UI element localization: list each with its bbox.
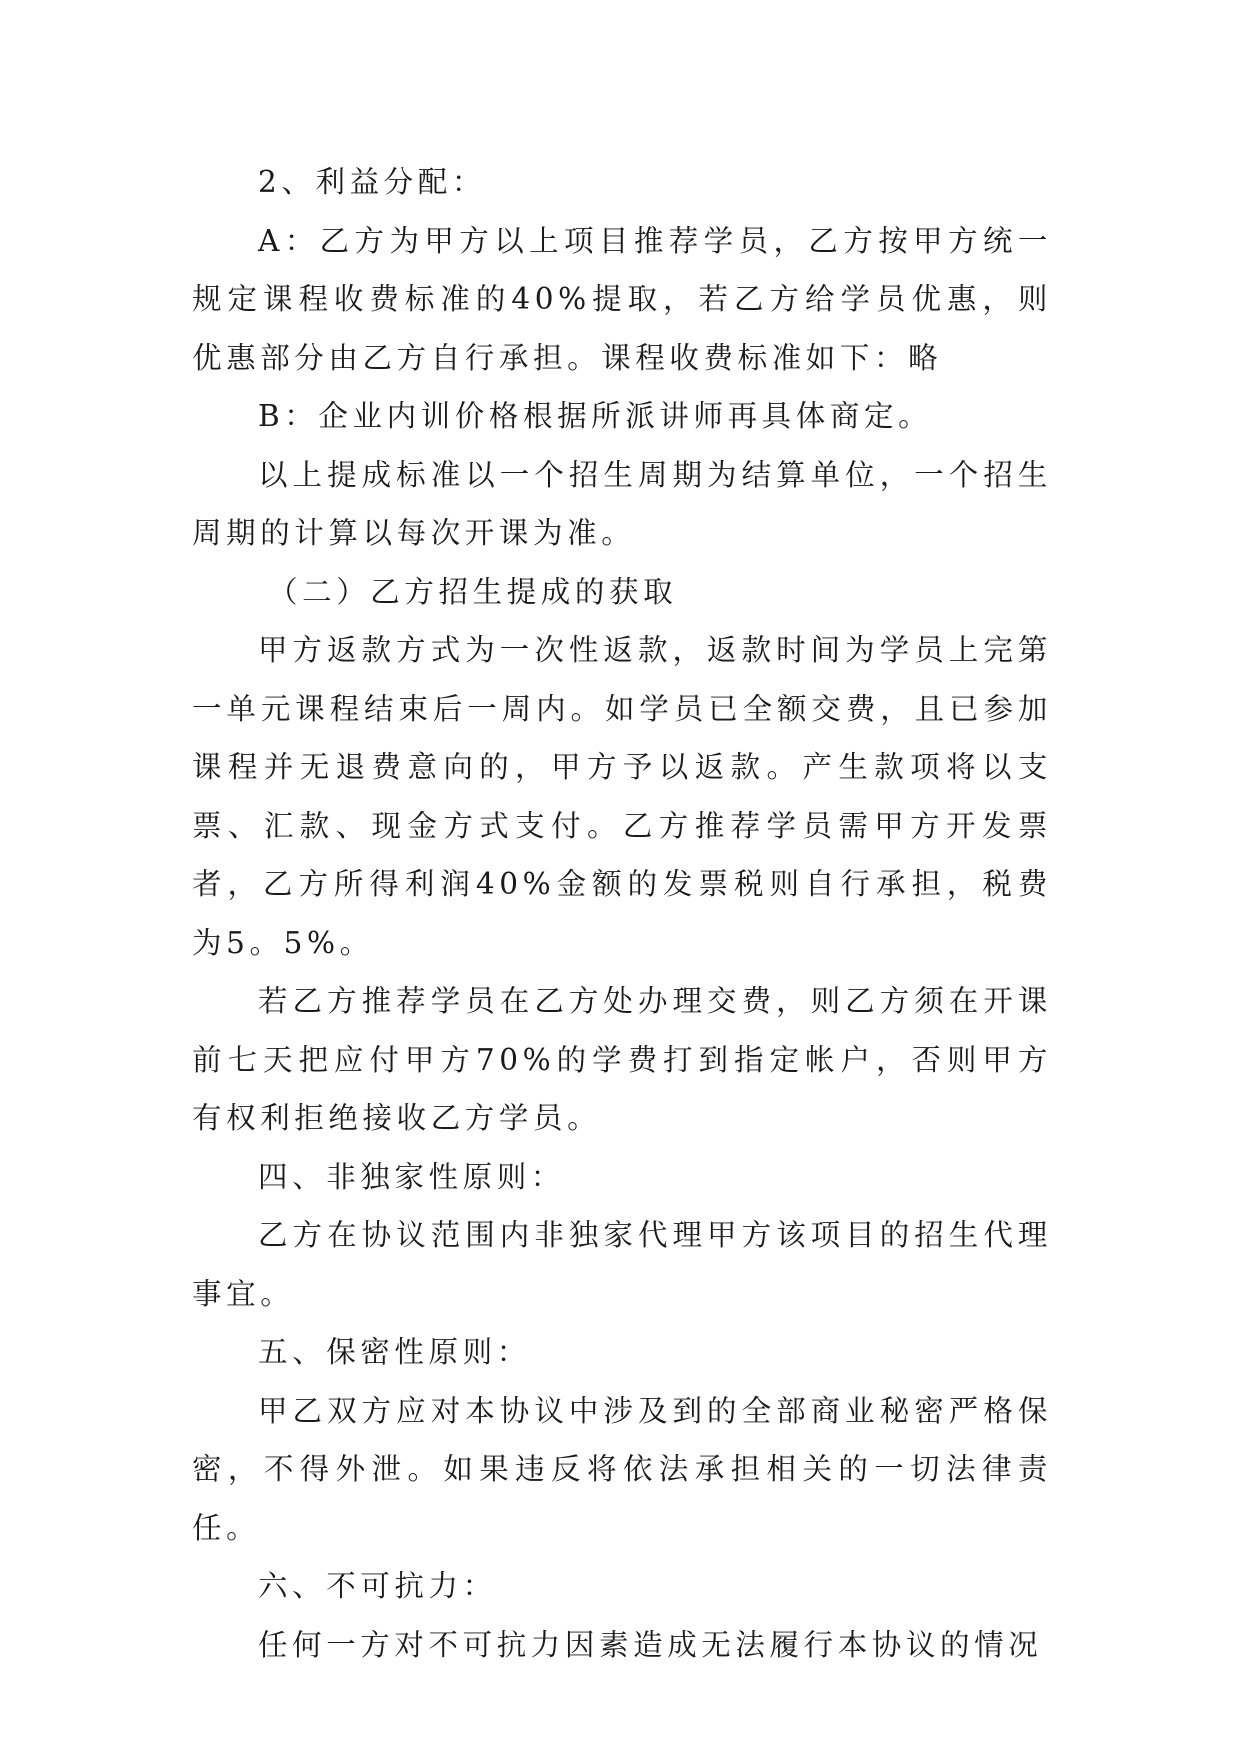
document-body — [192, 153, 1052, 1674]
paragraph-commission-heading: （二）乙方招生提成的获取 — [268, 574, 678, 609]
paragraph-force-majeure-heading: 六、不可抗力： — [258, 1569, 497, 1603]
paragraph-clause-b: B：企业内训价格根据所派讲师再具体商定。 — [258, 399, 933, 433]
paragraph-non-exclusive-heading: 四、非独家性原则： — [258, 1159, 565, 1194]
paragraph-fee-payment: 若乙方推荐学员在乙方处办理交费，则乙方须在开课前七天把应付甲方70%的学费打到指定帐户，否则甲方有权利拒绝接收乙方学员。 — [192, 984, 1052, 1135]
paragraph-profit-distribution-heading: 2、利益分配： — [258, 165, 486, 199]
paragraph-non-exclusive-body: 乙方在协议范围内非独家代理甲方该项目的招生代理事宜。 — [192, 1218, 1052, 1311]
paragraph-settlement-cycle: 以上提成标准以一个招生周期为结算单位，一个招生周期的计算以每次开课为准。 — [192, 457, 1052, 550]
paragraph-force-majeure-body: 任何一方对不可抗力因素造成无法履行本协议的情况 — [258, 1627, 1043, 1662]
paragraph-confidentiality-body: 甲乙双方应对本协议中涉及到的全部商业秘密严格保密，不得外泄。如果违反将依法承担相关的一切法律责任。 — [192, 1393, 1052, 1545]
paragraph-confidentiality-heading: 五、保密性原则： — [258, 1335, 531, 1369]
paragraph-clause-a: A：乙方为甲方以上项目推荐学员，乙方按甲方统一规定课程收费标准的40%提取，若乙方给学员优惠，则优惠部分由乙方自行承担。课程收费标准如下：略 — [192, 223, 1052, 375]
paragraph-refund-method: 甲方返款方式为一次性返款，返款时间为学员上完第一单元课程结束后一周内。如学员已全额交费，且已参加课程并无退费意向的，甲方予以返款。产生款项将以支票、汇款、现金方式支付。乙方推荐学员需甲方开发票者，乙方所得利润40%金额的发票税则自行承担，税费为5。5%。 — [192, 633, 1052, 960]
